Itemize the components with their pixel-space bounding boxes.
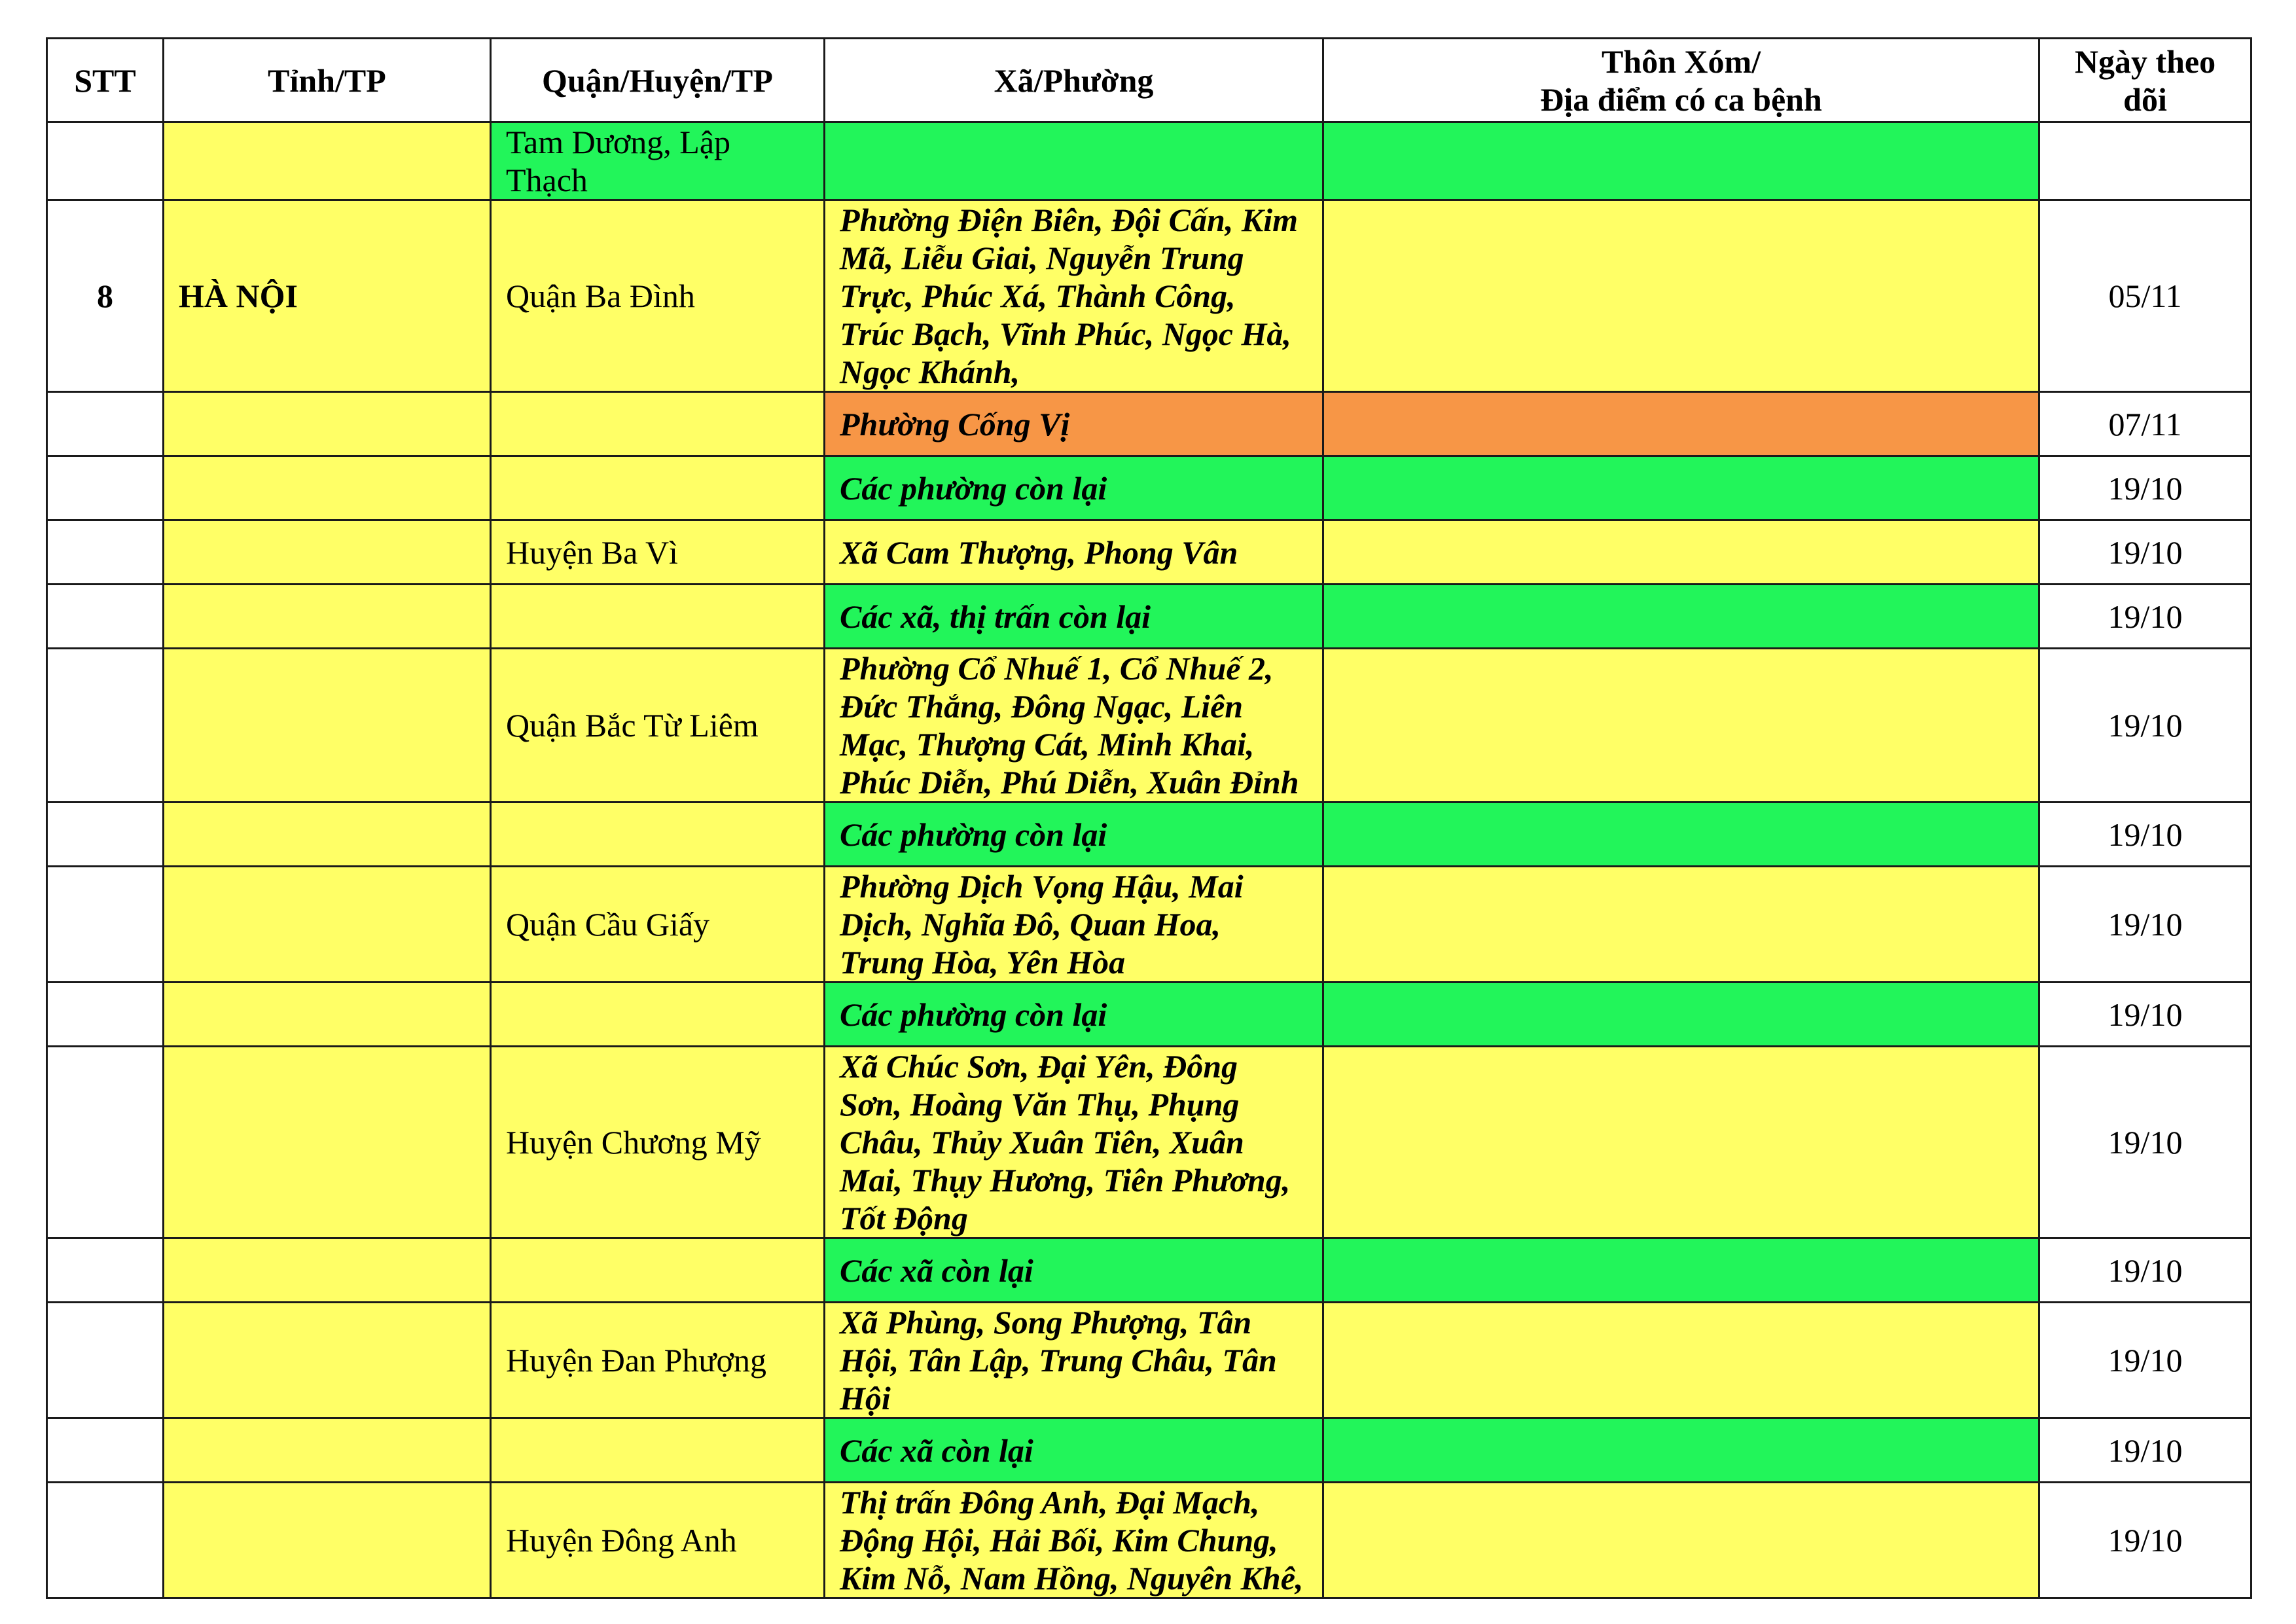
table-row — [47, 867, 2251, 983]
cell-province — [164, 392, 491, 456]
cell-ward: Các xã còn lại — [825, 1418, 1323, 1483]
cell-date: 19/10 — [2039, 1047, 2251, 1238]
cell-province — [164, 983, 491, 1047]
cell-district — [491, 803, 825, 867]
cell-province — [164, 456, 491, 520]
cell-province — [164, 1047, 491, 1238]
cell-place — [1323, 585, 2039, 649]
table-row — [47, 1303, 2251, 1418]
cell-date: 19/10 — [2039, 983, 2251, 1047]
cell-district: Tam Dương, Lập Thạch — [491, 122, 825, 200]
table-row — [47, 456, 2251, 520]
cell-place — [1323, 867, 2039, 983]
cell-province — [164, 1303, 491, 1418]
header-place — [1323, 39, 2039, 122]
cell-date: 19/10 — [2039, 520, 2251, 585]
header-province: Tỉnh/TP — [164, 39, 491, 122]
cell-district — [491, 585, 825, 649]
cell-stt — [47, 1303, 164, 1418]
cell-date: 05/11 — [2039, 200, 2251, 392]
cell-stt — [47, 122, 164, 200]
cell-date: 19/10 — [2039, 1418, 2251, 1483]
cell-district — [491, 456, 825, 520]
header-place-line1: Thôn Xóm/ — [1601, 43, 1761, 80]
cell-stt — [47, 1483, 164, 1598]
cell-district: Huyện Đông Anh — [491, 1483, 825, 1598]
table-row — [47, 1238, 2251, 1303]
table-row — [47, 803, 2251, 867]
cell-stt — [47, 983, 164, 1047]
cell-ward: Phường Cổ Nhuế 1, Cổ Nhuế 2, Đức Thắng, Đông Ngạc, Liên Mạc, Thượng Cát, Minh Khai, Phúc Diễn, Phú Diễn, Xuân Đỉnh — [825, 649, 1323, 803]
cell-ward: Xã Cam Thượng, Phong Vân — [825, 520, 1323, 585]
cell-stt — [47, 1047, 164, 1238]
cell-place — [1323, 983, 2039, 1047]
cell-stt — [47, 867, 164, 983]
cell-date: 19/10 — [2039, 1483, 2251, 1598]
cell-stt — [47, 520, 164, 585]
cell-district — [491, 983, 825, 1047]
cell-date: 19/10 — [2039, 585, 2251, 649]
table-row — [47, 200, 2251, 392]
table-row — [47, 1418, 2251, 1483]
cell-province — [164, 1483, 491, 1598]
cell-stt — [47, 1418, 164, 1483]
cell-stt — [47, 649, 164, 803]
header-row — [47, 39, 2251, 122]
cell-district: Huyện Đan Phượng — [491, 1303, 825, 1418]
cell-district: Quận Bắc Từ Liêm — [491, 649, 825, 803]
cell-district: Quận Cầu Giấy — [491, 867, 825, 983]
cell-province — [164, 520, 491, 585]
cell-place — [1323, 200, 2039, 392]
cell-date: 19/10 — [2039, 1238, 2251, 1303]
cell-place — [1323, 803, 2039, 867]
header-date — [2039, 39, 2251, 122]
cell-stt — [47, 392, 164, 456]
table-row — [47, 983, 2251, 1047]
cell-ward: Xã Chúc Sơn, Đại Yên, Đông Sơn, Hoàng Văn Thụ, Phụng Châu, Thủy Xuân Tiên, Xuân Mai, Thụy Hương, Tiên Phương, Tốt Động — [825, 1047, 1323, 1238]
cell-stt — [47, 456, 164, 520]
header-ward: Xã/Phường — [825, 39, 1323, 122]
cell-place — [1323, 456, 2039, 520]
cell-province — [164, 1238, 491, 1303]
cell-ward: Phường Điện Biên, Đội Cấn, Kim Mã, Liễu Giai, Nguyễn Trung Trực, Phúc Xá, Thành Công, Trúc Bạch, Vĩnh Phúc, Ngọc Hà, Ngọc Khánh, — [825, 200, 1323, 392]
covid-risk-table — [46, 37, 2252, 1599]
cell-ward: Các phường còn lại — [825, 983, 1323, 1047]
cell-place — [1323, 649, 2039, 803]
cell-place — [1323, 392, 2039, 456]
cell-date: 19/10 — [2039, 803, 2251, 867]
table-row — [47, 1047, 2251, 1238]
cell-district: Huyện Ba Vì — [491, 520, 825, 585]
table-row — [47, 392, 2251, 456]
cell-date: 19/10 — [2039, 867, 2251, 983]
cell-date: 07/11 — [2039, 392, 2251, 456]
cell-ward: Các phường còn lại — [825, 803, 1323, 867]
cell-ward: Các xã còn lại — [825, 1238, 1323, 1303]
cell-province — [164, 1418, 491, 1483]
cell-district — [491, 392, 825, 456]
table-row — [47, 649, 2251, 803]
table-row — [47, 585, 2251, 649]
table-row — [47, 122, 2251, 200]
header-date-line1: Ngày theo — [2074, 43, 2216, 80]
cell-stt — [47, 585, 164, 649]
cell-district: Quận Ba Đình — [491, 200, 825, 392]
cell-province — [164, 585, 491, 649]
cell-place — [1323, 1483, 2039, 1598]
cell-district — [491, 1238, 825, 1303]
cell-date: 19/10 — [2039, 649, 2251, 803]
header-place-line2: Địa điểm có ca bệnh — [1540, 81, 1822, 118]
cell-ward: Xã Phùng, Song Phượng, Tân Hội, Tân Lập, Trung Châu, Tân Hội — [825, 1303, 1323, 1418]
cell-stt — [47, 1238, 164, 1303]
header-stt: STT — [47, 39, 164, 122]
cell-place — [1323, 1418, 2039, 1483]
cell-ward: Các phường còn lại — [825, 456, 1323, 520]
cell-place — [1323, 1303, 2039, 1418]
cell-date — [2039, 122, 2251, 200]
cell-place — [1323, 1238, 2039, 1303]
cell-ward — [825, 122, 1323, 200]
cell-province — [164, 867, 491, 983]
cell-province: HÀ NỘI — [164, 200, 491, 392]
cell-place — [1323, 520, 2039, 585]
cell-province — [164, 649, 491, 803]
cell-stt: 8 — [47, 200, 164, 392]
cell-ward: Phường Cống Vị — [825, 392, 1323, 456]
table-row — [47, 1483, 2251, 1598]
header-date-line2: dõi — [2123, 81, 2167, 118]
cell-place — [1323, 122, 2039, 200]
header-district: Quận/Huyện/TP — [491, 39, 825, 122]
cell-date: 19/10 — [2039, 456, 2251, 520]
cell-ward: Các xã, thị trấn còn lại — [825, 585, 1323, 649]
cell-province — [164, 122, 491, 200]
cell-date: 19/10 — [2039, 1303, 2251, 1418]
cell-district — [491, 1418, 825, 1483]
cell-place — [1323, 1047, 2039, 1238]
cell-stt — [47, 803, 164, 867]
cell-ward: Thị trấn Đông Anh, Đại Mạch, Động Hội, Hải Bối, Kim Chung, Kim Nỗ, Nam Hồng, Nguyên Khê, — [825, 1483, 1323, 1598]
table-row — [47, 520, 2251, 585]
cell-district: Huyện Chương Mỹ — [491, 1047, 825, 1238]
cell-ward: Phường Dịch Vọng Hậu, Mai Dịch, Nghĩa Đô, Quan Hoa, Trung Hòa, Yên Hòa — [825, 867, 1323, 983]
cell-province — [164, 803, 491, 867]
